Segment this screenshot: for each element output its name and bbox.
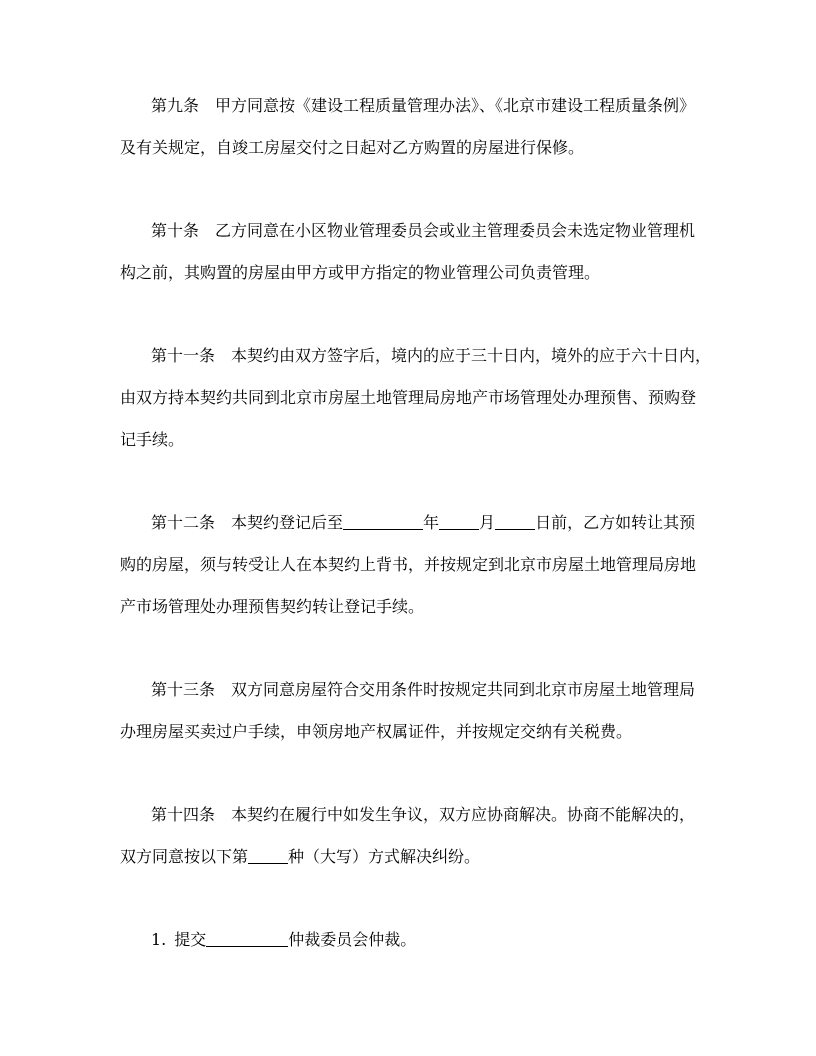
article-11-line-1 xyxy=(151,342,711,370)
article-11-text-1: 本契约由双方签字后，境内的应于三十日内，境外的应于六十日内， xyxy=(231,346,712,365)
item-1-number: 1. xyxy=(151,930,167,949)
article-11-line-3 xyxy=(120,426,184,454)
article-13-text-2: 办理房屋买卖过户手续，申领房地产权属证件，并按规定交纳有关税费。 xyxy=(120,722,633,741)
item-1-line xyxy=(151,926,416,954)
article-14-text-1: 本契约在履行中如发生争议，双方应协商解决。协商不能解决的， xyxy=(231,805,696,824)
article-9-line-2 xyxy=(120,134,584,162)
article-9-line-1 xyxy=(151,92,695,120)
month-label: 月 xyxy=(479,513,496,532)
article-9-text-1: 甲方同意按《建设工程质量管理办法》、《北京市建设工程质量条例》 xyxy=(215,96,696,115)
date-year-blank[interactable] xyxy=(343,511,423,530)
item-1-text-b: 仲裁委员会仲裁。 xyxy=(288,930,417,949)
article-13-text-1: 双方同意房屋符合交用条件时按规定共同到北京市房屋土地管理局 xyxy=(231,680,696,699)
date-day-blank[interactable] xyxy=(495,511,535,530)
article-12-text-1b: 日前，乙方如转让其预 xyxy=(535,513,696,532)
article-10-line-2 xyxy=(120,259,600,287)
article-14-line-1 xyxy=(151,801,695,829)
article-12-text-1a: 本契约登记后至 xyxy=(231,513,344,532)
article-14-number: 第十四条 xyxy=(151,805,216,824)
article-11-text-3: 记手续。 xyxy=(120,430,185,449)
article-12-line-2 xyxy=(120,551,696,579)
date-month-blank[interactable] xyxy=(439,511,479,530)
method-number-blank[interactable] xyxy=(248,845,288,864)
article-12-line-3 xyxy=(120,593,424,621)
article-13-number: 第十三条 xyxy=(151,680,216,699)
article-10-text-2: 构之前，其购置的房屋由甲方或甲方指定的物业管理公司负责管理。 xyxy=(120,263,601,282)
article-9-number: 第九条 xyxy=(151,96,200,115)
article-12-text-2: 购的房屋，须与转受让人在本契约上背书，并按规定到北京市房屋土地管理局房地 xyxy=(120,555,697,574)
article-10-text-1: 乙方同意在小区物业管理委员会或业主管理委员会未选定物业管理机 xyxy=(215,221,696,240)
article-13-line-2 xyxy=(120,718,632,746)
article-11-line-2 xyxy=(120,384,696,412)
article-10-number: 第十条 xyxy=(151,221,200,240)
article-9-text-2: 及有关规定，自竣工房屋交付之日起对乙方购置的房屋进行保修。 xyxy=(120,138,585,157)
article-11-number: 第十一条 xyxy=(151,346,216,365)
article-11-text-2: 由双方持本契约共同到北京市房屋土地管理局房地产市场管理处办理预售、预购登 xyxy=(120,388,697,407)
article-12-line-1 xyxy=(151,509,695,537)
article-10-line-1 xyxy=(151,217,695,245)
arbitration-commission-blank[interactable] xyxy=(206,928,288,947)
item-1-text-a: 提交 xyxy=(174,930,207,949)
year-label: 年 xyxy=(423,513,440,532)
article-14-text-2b: 种（大写）方式解决纠纷。 xyxy=(288,847,481,866)
article-14-text-2a: 双方同意按以下第 xyxy=(120,847,249,866)
article-13-line-1 xyxy=(151,676,695,704)
article-12-text-3: 产市场管理处办理预售契约转让登记手续。 xyxy=(120,597,425,616)
article-12-number: 第十二条 xyxy=(151,513,216,532)
article-14-line-2 xyxy=(120,843,480,871)
